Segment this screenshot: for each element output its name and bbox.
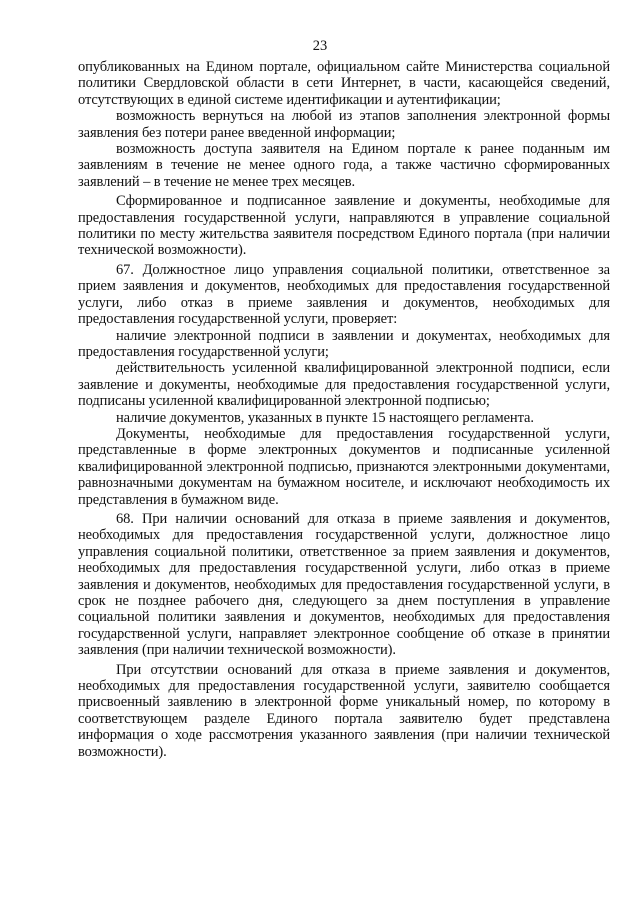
paragraph: При отсутствии оснований для отказа в приеме заявления и документов, необходимых для предоставления государственной услуги, заявителю сообщается присвоенный заявлению в электронной форме уникальный номер, по которому в соответствующем разделе Единого портала заявителю будет представлена информация о ходе рассмотрения указанного заявления (при наличии технической возможности). bbox=[78, 661, 610, 760]
paragraph: 67. Должностное лицо управления социальной политики, ответственное за прием заявления и документов, необходимых для предоставления государственной услуги, либо отказ в приеме заявления и документов, необходимых для предоставления государственной услуги, проверяет: bbox=[78, 261, 610, 328]
paragraph: 68. При наличии оснований для отказа в приеме заявления и документов, необходимых для предоставления государственной услуги, должностное лицо управления социальной политики, ответственное за прием заявления и документов, необходимых для предоставления государственной услуги, либо отказ в приеме заявления и документов, необходимых для предоставления государственной услуги, в срок не позднее рабочего дня, следующего за днем поступления в управление социальной политики заявления и документов, необходимых для предоставления государственной услуги, направляет электронное сообщение об отказе в принятии заявления (при наличии технической возможности). bbox=[78, 510, 610, 659]
paragraph: наличие документов, указанных в пункте 15 настоящего регламента. bbox=[116, 409, 534, 426]
paragraph: возможность вернуться на любой из этапов заполнения электронной формы заявления без потери ранее введенной информации; bbox=[78, 108, 610, 141]
paragraph: наличие электронной подписи в заявлении и документах, необходимых для предоставления государственной услуги; bbox=[78, 327, 610, 360]
paragraph: Сформированное и подписанное заявление и документы, необходимые для предоставления государственной услуги, направляются в управление социальной политики по месту жительства заявителя посредством Единого портала (при наличии технической возможности). bbox=[78, 193, 610, 259]
document-body bbox=[78, 59, 610, 760]
paragraph: опубликованных на Едином портале, официальном сайте Министерства социальной политики Свердловской области в сети Интернет, в части, касающейся сведений, отсутствующих в единой системе идентификации и аутентификации; bbox=[78, 59, 610, 108]
page-number: 23 bbox=[312, 38, 328, 54]
paragraph: Документы, необходимые для предоставления государственной услуги, представленные в форме электронных документов и подписанные усиленной квалифицированной электронной подписью, признаются электронными документами, равнозначными документам на бумажном носителе, и исключают необходимость их представления в бумажном виде. bbox=[78, 425, 610, 508]
paragraph: возможность доступа заявителя на Едином портале к ранее поданным им заявлениям в течение не менее одного года, а также частично сформированных заявлений – в течение не менее трех месяцев. bbox=[78, 141, 610, 190]
paragraph: действительность усиленной квалифицированной электронной подписи, если заявление и документы, необходимые для предоставления государственной услуги, подписаны усиленной квалифицированной электронной подписью; bbox=[78, 360, 610, 410]
